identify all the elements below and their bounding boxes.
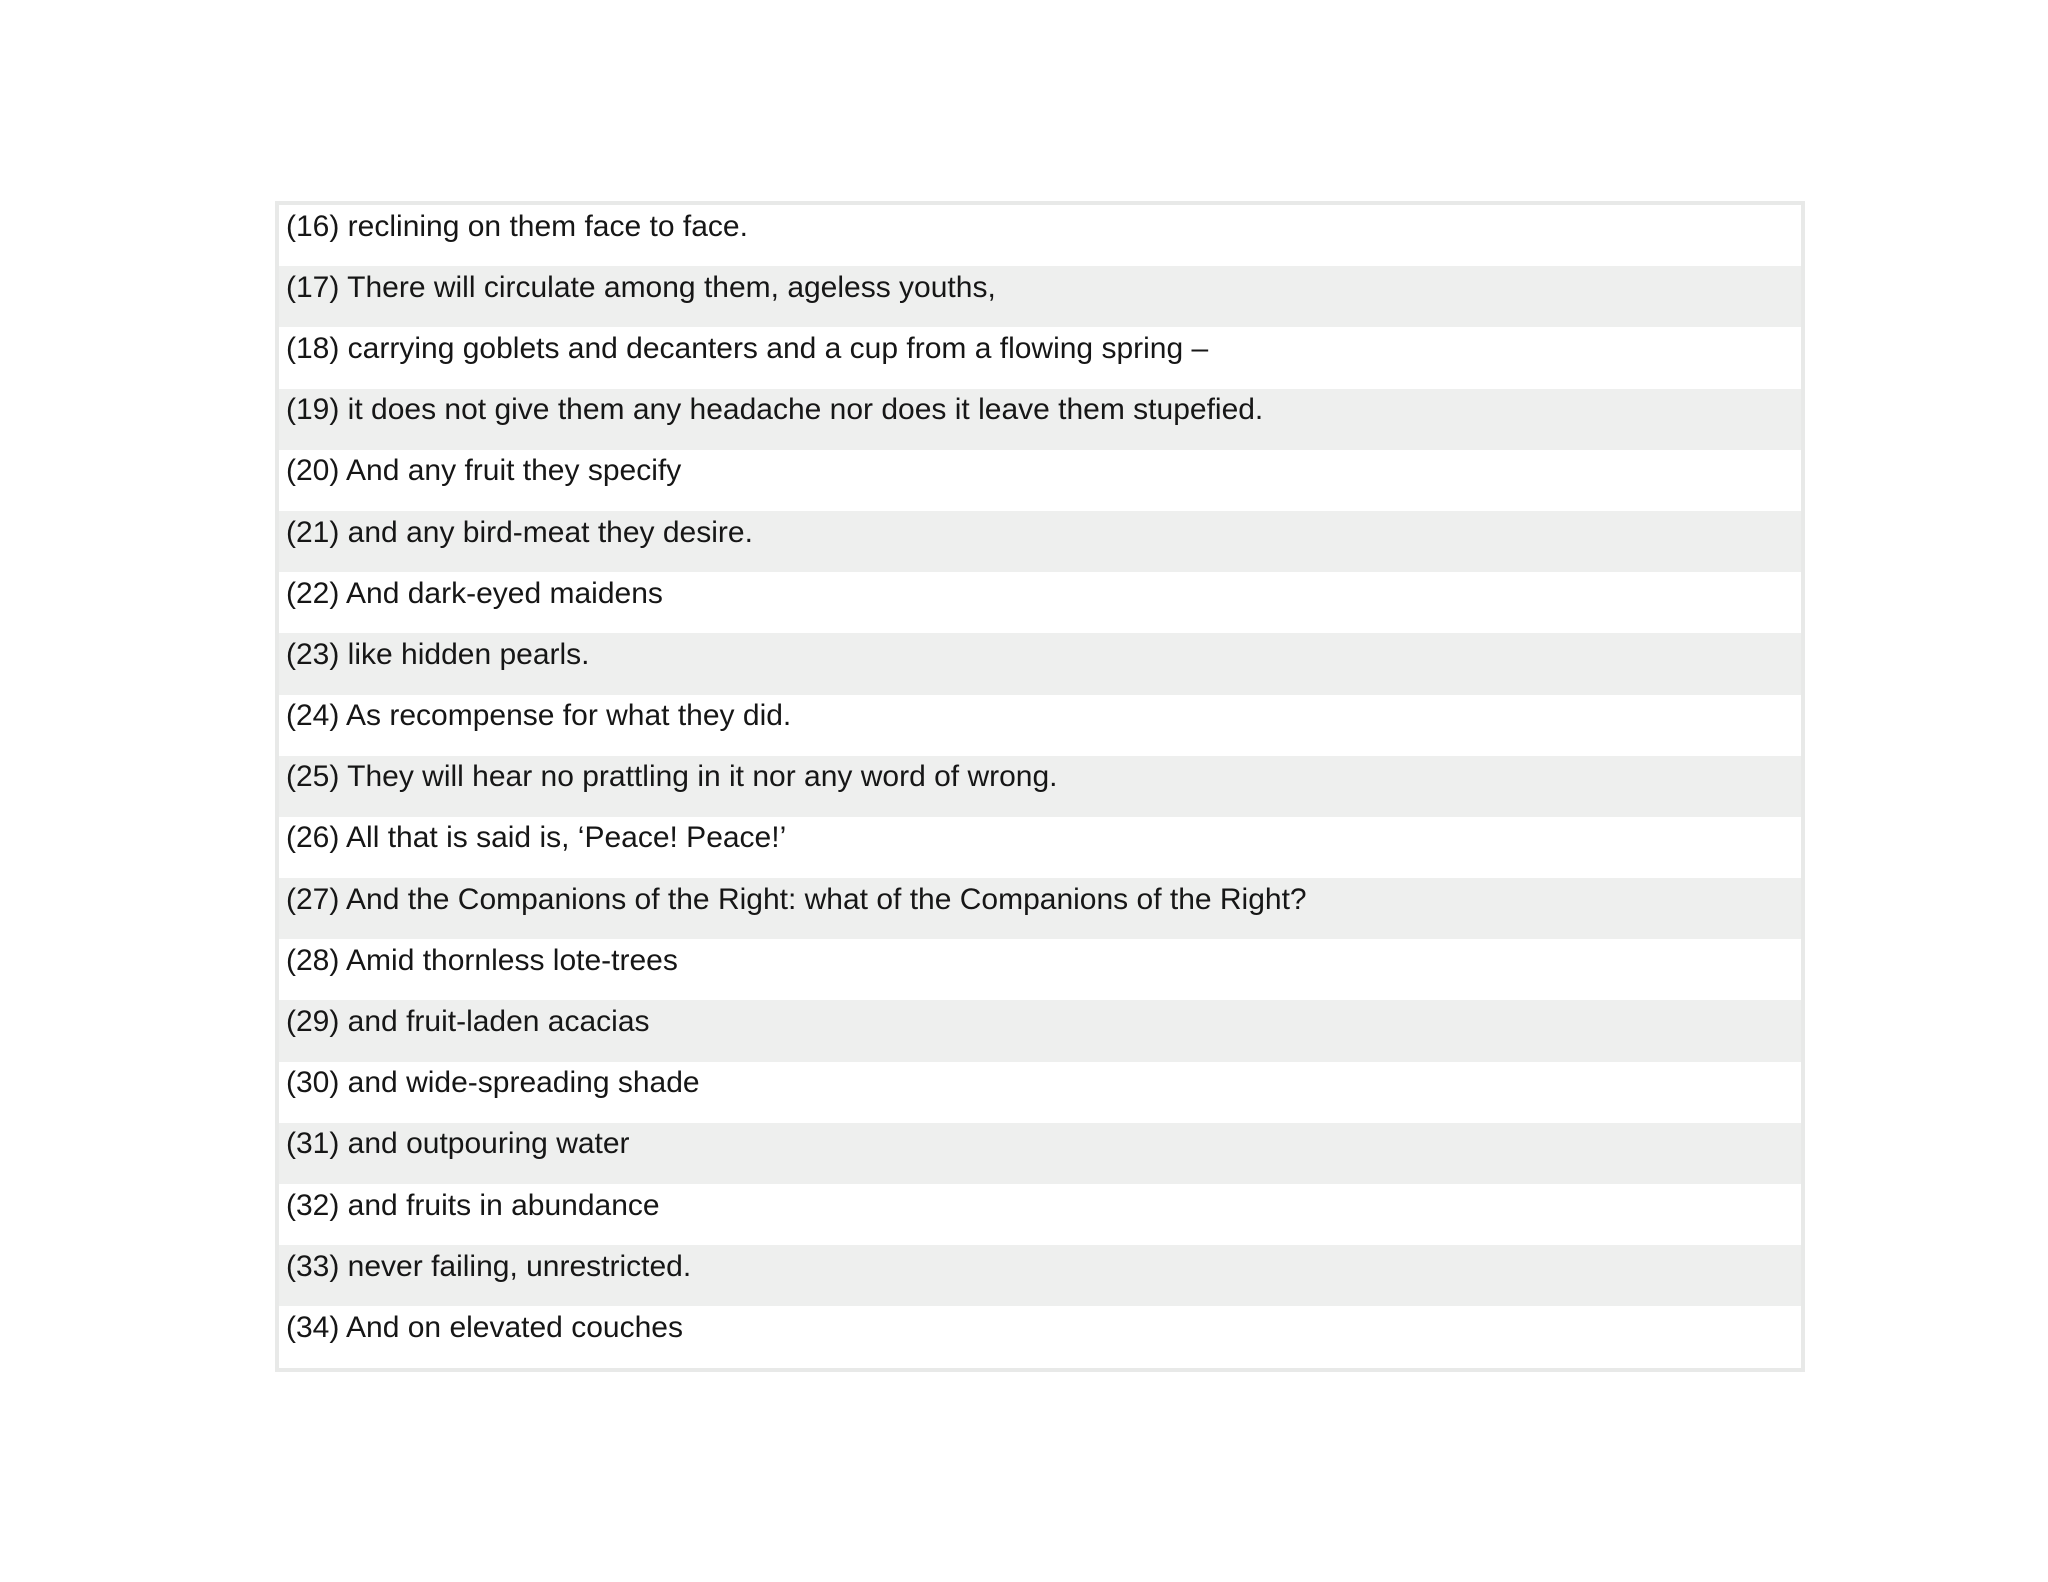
verse-row bbox=[279, 511, 1801, 572]
verse-text: (25) They will hear no prattling in it nor any word of wrong. bbox=[286, 760, 1058, 794]
verse-text: (16) reclining on them face to face. bbox=[286, 209, 748, 243]
verse-text: (20) And any fruit they specify bbox=[286, 454, 682, 488]
verse-row bbox=[279, 450, 1801, 511]
verse-text: (21) and any bird-meat they desire. bbox=[286, 515, 753, 549]
verse-row bbox=[279, 1184, 1801, 1245]
verse-row bbox=[279, 878, 1801, 939]
verse-row bbox=[279, 389, 1801, 450]
verse-text: (29) and fruit-laden acacias bbox=[286, 1005, 650, 1039]
verse-text: (28) Amid thornless lote-trees bbox=[286, 943, 678, 977]
verse-text: (23) like hidden pearls. bbox=[286, 637, 590, 671]
verse-row bbox=[279, 1062, 1801, 1123]
verse-row bbox=[279, 817, 1801, 878]
verse-text: (19) it does not give them any headache nor does it leave them stupefied. bbox=[286, 393, 1264, 427]
verse-row bbox=[279, 633, 1801, 694]
verse-row bbox=[279, 1306, 1801, 1367]
verse-text: (18) carrying goblets and decanters and a cup from a flowing spring – bbox=[286, 331, 1209, 365]
verse-table bbox=[275, 201, 1805, 1372]
verse-row bbox=[279, 1245, 1801, 1306]
verse-row bbox=[279, 1000, 1801, 1061]
verse-text: (27) And the Companions of the Right: what of the Companions of the Right? bbox=[286, 882, 1307, 916]
verse-text: (31) and outpouring water bbox=[286, 1127, 630, 1161]
verse-text: (32) and fruits in abundance bbox=[286, 1188, 660, 1222]
verse-row bbox=[279, 572, 1801, 633]
verse-text: (34) And on elevated couches bbox=[286, 1310, 683, 1344]
verse-row bbox=[279, 939, 1801, 1000]
verse-text: (22) And dark-eyed maidens bbox=[286, 576, 663, 610]
verse-row bbox=[279, 266, 1801, 327]
verse-text: (24) As recompense for what they did. bbox=[286, 699, 792, 733]
verse-row bbox=[279, 756, 1801, 817]
verse-text: (17) There will circulate among them, ageless youths, bbox=[286, 270, 996, 304]
verse-row bbox=[279, 205, 1801, 266]
verse-row bbox=[279, 695, 1801, 756]
verse-text: (26) All that is said is, ‘Peace! Peace!’ bbox=[286, 821, 787, 855]
verse-row bbox=[279, 1123, 1801, 1184]
verse-text: (30) and wide-spreading shade bbox=[286, 1066, 700, 1100]
verse-row bbox=[279, 327, 1801, 388]
verse-text: (33) never failing, unrestricted. bbox=[286, 1249, 692, 1283]
